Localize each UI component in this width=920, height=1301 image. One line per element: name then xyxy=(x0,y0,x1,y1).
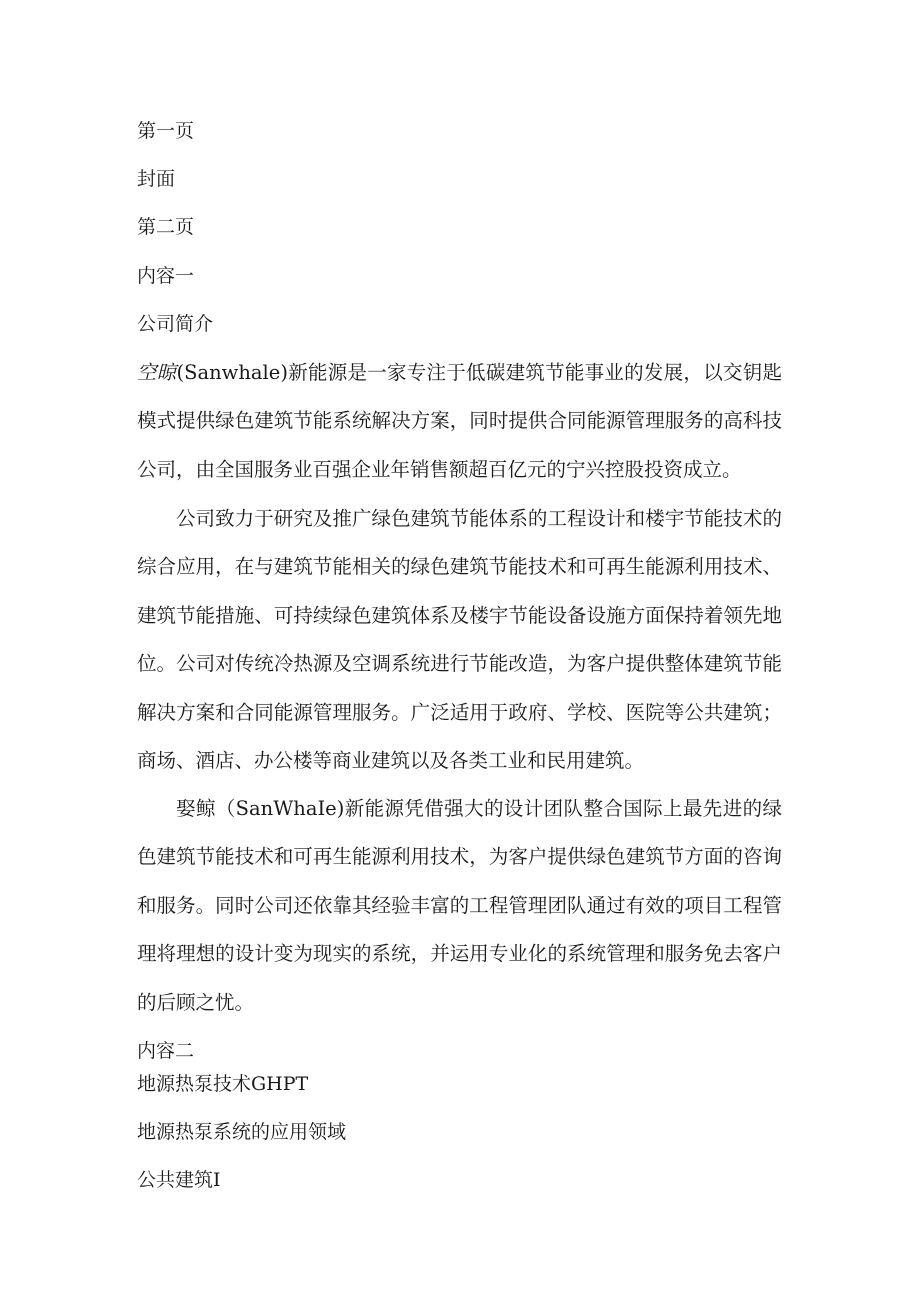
cover-label: 封面 xyxy=(137,168,176,190)
page-one-label: 第一页 xyxy=(137,120,195,142)
content-one-label: 内容一 xyxy=(137,265,195,287)
company-intro-paragraph-3: 娶鲸（SanWhaIe)新能源凭借强大的设计团队整合国际上最先进的绿色建筑节能技术和可再生能源利用技术，为客户提供绿色建筑节方面的咨询和服务。同时公司还依靠其经验丰富的工程管理团队通过有效的项目工程管理将理想的设计变为现实的系统，并运用专业化的系统管理和服务免去客户的后顾之忧。 xyxy=(137,797,782,1014)
company-name-lead: 空晾 xyxy=(137,361,177,384)
page-two-label: 第二页 xyxy=(137,216,195,238)
company-intro-heading: 公司简介 xyxy=(137,313,214,335)
content-two-label: 内容二 xyxy=(137,1040,195,1062)
company-intro-paragraph-1-text: (Sanwhale)新能源是一家专注于低碳建筑节能事业的发展，以交钥匙模式提供绿色建筑节能系统解决方案，同时提供合同能源管理服务的高科技公司，由全国服务业百强企业年销售额超百亿元的宁兴控股投资成立。 xyxy=(137,361,782,481)
application-fields-heading: 地源热泵系统的应用领域 xyxy=(137,1121,347,1143)
ghp-technology-heading: 地源热泵技术GHPT xyxy=(137,1073,309,1095)
company-intro-paragraph-1 xyxy=(137,349,782,494)
public-building-label: 公共建筑I xyxy=(137,1169,221,1191)
company-intro-paragraph-2: 公司致力于研究及推广绿色建筑节能体系的工程设计和楼宇节能技术的综合应用，在与建筑节能相关的绿色建筑节能技术和可再生能源利用技术、建筑节能措施、可持续绿色建筑体系及楼宇节能设备设施方面保持着领先地位。公司对传统冷热源及空调系统进行节能改造，为客户提供整体建筑节能解决方案和合同能源管理服务。广泛适用于政府、学校、医院等公共建筑；商场、酒店、办公楼等商业建筑以及各类工业和民用建筑。 xyxy=(137,507,782,773)
